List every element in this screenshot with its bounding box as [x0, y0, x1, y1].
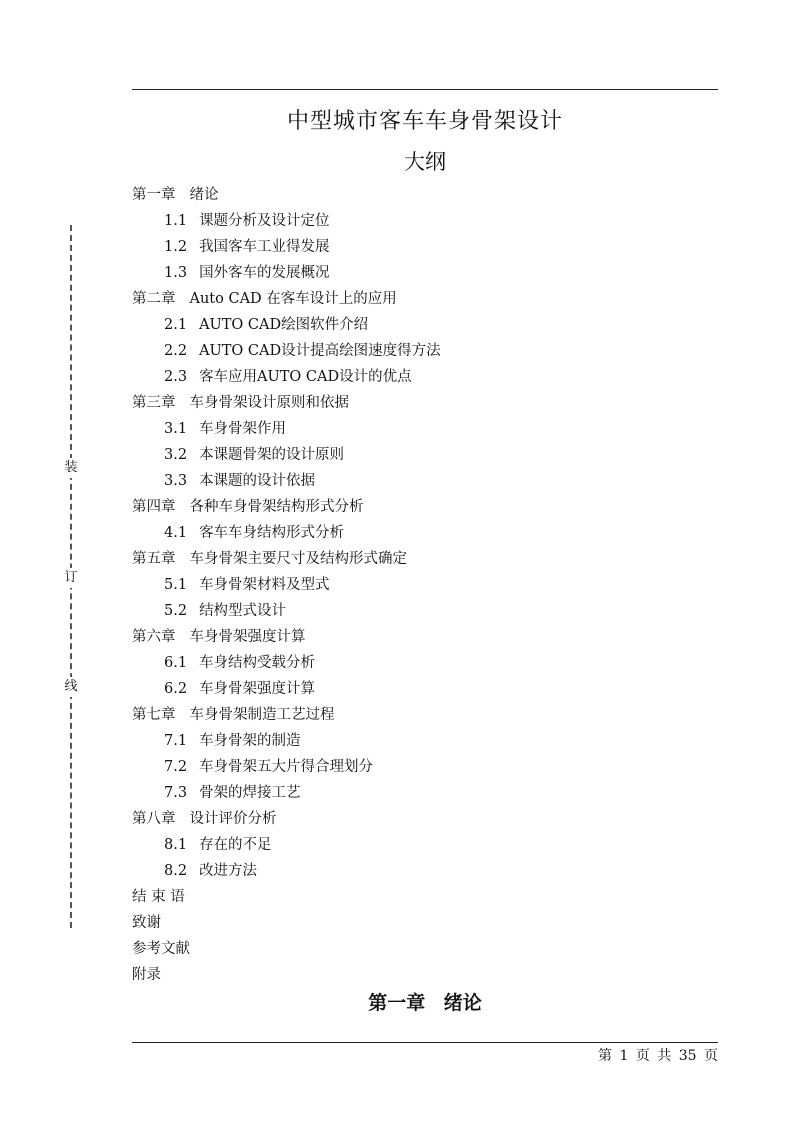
toc-item-number: 7.3	[164, 785, 188, 801]
header-rule	[132, 89, 718, 90]
toc-item-number: 3.1	[164, 421, 188, 437]
toc-chapter-item	[132, 286, 718, 312]
toc-item-title: 致谢	[132, 915, 161, 931]
toc-item-title: Auto CAD 在客车设计上的应用	[189, 291, 397, 307]
toc-item-number: 第八章	[132, 811, 176, 827]
toc-item-number: 第一章	[132, 187, 176, 203]
page-number: 第 1 页 共 35 页	[598, 1048, 718, 1064]
toc-item-number: 第二章	[132, 291, 176, 307]
toc-item-number: 1.3	[164, 265, 188, 281]
toc-item-number: 1.1	[164, 213, 188, 229]
toc-section-item	[132, 650, 718, 676]
toc-item-number: 第三章	[132, 395, 176, 411]
chapter-heading: 第一章 绪论	[368, 992, 482, 1014]
toc-item-title: 车身骨架五大片得合理划分	[199, 759, 374, 775]
toc-section-item	[132, 780, 718, 806]
toc-item-number: 1.2	[164, 239, 188, 255]
toc-section-item	[132, 338, 718, 364]
toc-item-number: 4.1	[164, 525, 188, 541]
toc-item-number: 2.1	[164, 317, 188, 333]
toc-section-item	[132, 728, 718, 754]
toc-item-title: 客车应用AUTO CAD设计的优点	[199, 369, 412, 385]
toc-section-item	[132, 312, 718, 338]
toc-item-title: 车身骨架强度计算	[189, 629, 306, 645]
document-title: 中型城市客车车身骨架设计	[286, 109, 563, 134]
toc-item-number: 8.1	[164, 837, 188, 853]
binding-char-ding: 订	[63, 568, 79, 588]
toc-section-item	[132, 832, 718, 858]
toc-section-item	[132, 468, 718, 494]
toc-chapter-item	[132, 494, 718, 520]
toc-item-number: 3.2	[164, 447, 188, 463]
toc-section-item	[132, 234, 718, 260]
toc-item-title: 骨架的焊接工艺	[199, 785, 301, 801]
toc-item-number: 7.2	[164, 759, 188, 775]
toc-item-title: 设计评价分析	[189, 811, 277, 827]
toc-item-number: 7.1	[164, 733, 188, 749]
toc-item-number: 6.1	[164, 655, 188, 671]
toc-chapter-item	[132, 182, 718, 208]
toc-item-number: 6.2	[164, 681, 188, 697]
toc-item-title: 参考文献	[132, 941, 190, 957]
binding-char-zhuang: 装	[63, 458, 79, 478]
toc-item-title: 附录	[132, 967, 161, 983]
toc-item-number: 第四章	[132, 499, 176, 515]
toc-section-item	[132, 416, 718, 442]
toc-section-item	[132, 208, 718, 234]
binding-char-xian: 线	[63, 677, 79, 697]
table-of-contents	[132, 182, 718, 988]
toc-item-title: 车身骨架材料及型式	[199, 577, 330, 593]
toc-chapter-item	[132, 936, 718, 962]
toc-item-title: 绪论	[189, 187, 219, 203]
toc-item-title: 结构型式设计	[199, 603, 287, 619]
toc-item-title: 车身骨架设计原则和依据	[189, 395, 349, 411]
toc-item-number: 第六章	[132, 629, 176, 645]
toc-item-number: 5.1	[164, 577, 188, 593]
toc-item-title: 本课题骨架的设计原则	[199, 447, 345, 463]
toc-item-number: 第七章	[132, 707, 176, 723]
toc-item-number: 5.2	[164, 603, 188, 619]
toc-item-title: AUTO CAD设计提高绘图速度得方法	[199, 343, 441, 359]
toc-section-item	[132, 442, 718, 468]
toc-item-title: 车身骨架作用	[199, 421, 287, 437]
toc-chapter-item	[132, 624, 718, 650]
toc-section-item	[132, 364, 718, 390]
toc-chapter-item	[132, 546, 718, 572]
toc-item-title: AUTO CAD绘图软件介绍	[199, 317, 369, 333]
toc-chapter-item	[132, 962, 718, 988]
toc-item-title: 本课题的设计依据	[199, 473, 316, 489]
toc-item-number: 8.2	[164, 863, 188, 879]
toc-section-item	[132, 598, 718, 624]
document-subtitle: 大纲	[404, 150, 446, 174]
toc-item-title: 我国客车工业得发展	[199, 239, 330, 255]
toc-item-title: 课题分析及设计定位	[199, 213, 330, 229]
toc-chapter-item	[132, 910, 718, 936]
toc-item-title: 各种车身骨架结构形式分析	[189, 499, 364, 515]
toc-section-item	[132, 676, 718, 702]
toc-item-number: 第五章	[132, 551, 176, 567]
toc-section-item	[132, 260, 718, 286]
toc-item-title: 车身骨架制造工艺过程	[189, 707, 335, 723]
toc-item-title: 车身骨架的制造	[199, 733, 301, 749]
toc-section-item	[132, 520, 718, 546]
toc-chapter-item	[132, 390, 718, 416]
toc-chapter-item	[132, 702, 718, 728]
toc-item-title: 车身结构受载分析	[199, 655, 316, 671]
toc-item-number: 3.3	[164, 473, 188, 489]
toc-chapter-item	[132, 806, 718, 832]
toc-item-title: 国外客车的发展概况	[199, 265, 330, 281]
toc-section-item	[132, 754, 718, 780]
toc-item-number: 2.2	[164, 343, 188, 359]
toc-chapter-item	[132, 884, 718, 910]
toc-item-title: 存在的不足	[199, 837, 272, 853]
toc-item-title: 客车车身结构形式分析	[199, 525, 345, 541]
toc-item-title: 改进方法	[199, 863, 258, 879]
toc-section-item	[132, 572, 718, 598]
toc-item-title: 结 束 语	[132, 889, 185, 905]
toc-item-title: 车身骨架强度计算	[199, 681, 316, 697]
toc-item-number: 2.3	[164, 369, 188, 385]
toc-item-title: 车身骨架主要尺寸及结构形式确定	[189, 551, 407, 567]
toc-section-item	[132, 858, 718, 884]
footer-rule	[132, 1042, 718, 1043]
